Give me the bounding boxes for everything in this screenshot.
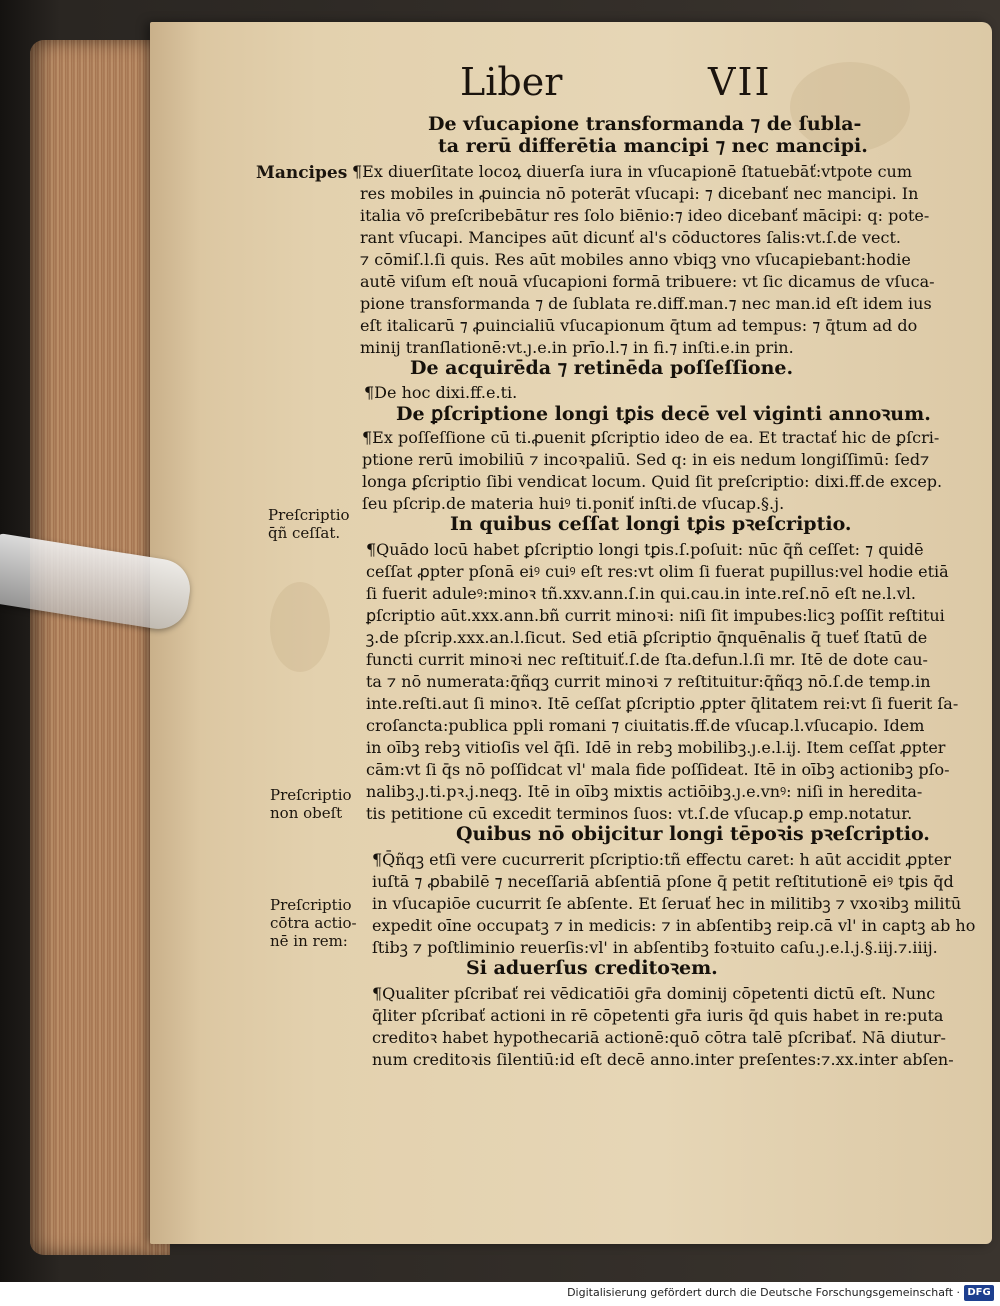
- margin-note-line: Preſcriptio: [270, 896, 352, 914]
- text-line: in oībꝫ rebꝫ vitioſis vel q̄ſi. Idē in rebꝫ mobilibꝫ.ȷ.e.l.ij. Item ceſſat ꝓpter: [366, 738, 946, 757]
- header-book-number: VII: [708, 60, 772, 104]
- margin-note-prescriptio-contra-actionem: [270, 896, 357, 950]
- text-line: eſt italicarū ⁊ ꝓuincialiū vſucapionum q̄tum ad tempus: ⁊ q̄tum ad do: [360, 316, 918, 335]
- text-line: res mobiles in ꝓuincia nō poterāt vſucapi: ⁊ dicebanť nec mancipi. In: [360, 184, 919, 203]
- text-line: ¶Qualiter pſcribať rei vēdicatiōi gr̄a dominij cōpetenti dictū eſt. Nunc: [372, 984, 936, 1003]
- text-line: tis petitione cū excedit terminos ſuos: vt.ſ.de vſucap.ꝑ emp.notatur.: [366, 804, 913, 823]
- section-heading: De ꝑſcriptione longi tꝑis decē vel viginti annoꝛum.: [396, 403, 931, 425]
- text-line: ceſſat ꝓpter pſonā eiꝰ cuiꝰ eſt res:vt olim ſi fuerat pupillus:vel hodie etiā: [366, 562, 949, 581]
- text-line: ¶Ex diuerſitate locoꝝ diuerſa iura in vſucapionē ſtatuebāť:vtpote cum: [352, 162, 913, 181]
- margin-note-mancipes: [256, 164, 347, 182]
- text-line: ¶Ex poſſeſſione cū ti.ꝓuenit ꝑſcriptio ideo de ea. Et tractať hic de ꝑſcri-: [362, 428, 940, 447]
- text-line: ta ⁊ nō numerata:q̄ñqꝫ currit minoꝛi ⁊ reſtituitur:q̄ñqꝫ nō.ſ.de temp.in: [366, 672, 931, 691]
- header-liber: Liber: [460, 60, 563, 104]
- dfg-logo-icon: DFG: [964, 1285, 994, 1301]
- text-line: ⁊ cōmiſ.l.ſi quis. Res aūt mobiles anno vbiqꝫ vno vſucapiebant:hodie: [360, 250, 911, 269]
- footer-credit-text: Digitalisierung gefördert durch die Deutsche Forschungsgemeinschaft ·: [567, 1286, 960, 1299]
- book-page-edges: [30, 40, 170, 1255]
- text-line: italia vō preſcribebātur res ſolo biēnio:⁊ ideo dicebanť mācipi: q: pote-: [360, 206, 930, 225]
- text-line: functi currit minoꝛi nec reſtituiť.ſ.de ſta.defun.l.ſi mr. Itē de dote cau-: [366, 650, 928, 669]
- margin-note-line: non obeſt: [270, 804, 343, 822]
- section-heading: ta rerū differētia mancipi ⁊ nec mancipi.: [438, 135, 868, 157]
- text-line: cām:vt ſi q̄s nō poſſidcat vl' mala fide poſſideat. Itē in oībꝫ actionibꝫ pſo-: [366, 760, 950, 779]
- text-line: autē viſum eſt nouā vſucapioni formā tribuere: vt ſic dicamus de vſuca-: [360, 272, 935, 291]
- text-line: rant vſucapi. Mancipes aūt dicunť al's cōductores ſalis:vt.ſ.de vect.: [360, 228, 901, 247]
- margin-note-line: nē in rem:: [270, 932, 348, 950]
- text-line: ꝑſcriptio aūt.xxx.ann.bñ currit minoꝛi: niſi ſit impubes:licꝫ poſſit reſtitui: [366, 606, 945, 625]
- page-stain: [270, 582, 330, 672]
- section-heading: De vſucapione transformanda ⁊ de ſubla-: [428, 113, 862, 135]
- text-line: minij tranſlationē:vt.ȷ.e.in prīo.l.⁊ in fi.⁊ inſti.e.in prin.: [360, 338, 794, 357]
- section-heading: In quibus ceſſat longi tꝑis pꝛeſcriptio.: [450, 513, 852, 535]
- text-line: ꝫ.de pſcrip.xxx.an.l.ſicut. Sed etiā ꝑſcriptio q̄nquēnalis q̄ tueť ſtatū de: [366, 628, 928, 647]
- text-line: croſancta:publica ppli romani ⁊ ciuitatis.ff.de vſucap.l.vſucapio. Idem: [366, 716, 925, 735]
- text-line: ptione rerū imobiliū ⁊ incoꝛpaliū. Sed q: in eis nedum longiſſimū: ſed⁊: [362, 450, 930, 469]
- text-line: ſtibꝫ ⁊ poſtliminio reuerſis:vl' in abſentibꝫ foꝛtuito caſu.ȷ.e.l.j.§.iij.⁊.iiij.: [372, 938, 938, 957]
- margin-note-line: Mancipes: [256, 163, 348, 183]
- margin-note-line: q̄ñ ceſſat.: [268, 524, 341, 542]
- margin-note-prescriptio-cessat: [268, 506, 350, 542]
- text-line: ſeu pſcrip.de materia huiꝰ ti.poniť inſti.de vſucap.§.j.: [362, 494, 785, 513]
- text-line: expedit oīne occupatꝫ ⁊ in medicis: ⁊ in abſentibꝫ reip.cā vl' in captꝫ ab ho: [372, 916, 976, 935]
- margin-note-line: Preſcriptio: [270, 786, 352, 804]
- text-line: ¶De hoc dixi.ff.e.ti.: [364, 383, 518, 402]
- text-line: ¶Q̄ñqꝫ etſi vere cucurrerit pſcriptio:tñ effectu caret: h aūt accidit ꝓpter: [372, 850, 951, 869]
- text-line: ſi fuerit aduleꝰ:minoꝛ tñ.xxv.ann.ſ.in qui.cau.in inte.reſ.nō eſt ne.l.vl.: [366, 584, 916, 603]
- margin-note-line: cōtra actio-: [270, 914, 357, 932]
- text-line: creditoꝛ habet hypothecariā actionē:quō cōtra talē pſcribať. Nā diutur-: [372, 1028, 946, 1047]
- page-header: [460, 60, 790, 110]
- text-line: ¶Quādo locū habet ꝑſcriptio longi tꝑis.ſ.poſuit: nūc q̄ñ ceſſet: ⁊ quidē: [366, 540, 924, 559]
- text-line: iuſtā ⁊ ꝓbabilē ⁊ neceſſariā abſentiā pſone q̄ petit reſtitutionē eiꝰ tꝑis q̄d: [372, 872, 954, 891]
- text-line: nalibꝫ.ȷ.ti.pꝛ.j.neqꝫ. Itē in oībꝫ mixtis actiōibꝫ.ȷ.e.vnꝰ: niſi in heredita-: [366, 782, 923, 801]
- text-line: q̄liter pſcribať actioni in rē cōpetenti gr̄a iuris q̄d quis habet in re:puta: [372, 1006, 944, 1025]
- text-line: in vſucapiōe cucurrit ſe abſente. Et ſeruať hec in militibꝫ ⁊ vxoꝛibꝫ militū: [372, 894, 962, 913]
- section-heading: Quibus nō obijcitur longi tēpoꝛis pꝛeſcriptio.: [456, 823, 930, 845]
- text-line: num creditoꝛis ſilentiū:id eſt decē anno.inter preſentes:⁊.xx.inter abſen-: [372, 1050, 954, 1069]
- text-line: pione transformanda ⁊ de ſublata re.diff.man.⁊ nec man.id eſt idem ius: [360, 294, 932, 313]
- text-line: inte.reſti.aut ſi minoꝛ. Itē ceſſat ꝑſcriptio ꝓpter q̄litatem rei:vt ſi fuerit ſa-: [366, 694, 959, 713]
- footer-bar: [0, 1282, 1000, 1306]
- margin-note-prescriptio-non-obest: [270, 786, 352, 822]
- margin-note-line: Preſcriptio: [268, 506, 350, 524]
- section-heading: Si aduerſus creditoꝛem.: [466, 957, 718, 979]
- section-heading: De acquirēda ⁊ retinēda poſſeſſione.: [410, 357, 794, 379]
- text-line: longa ꝑſcriptio ſibi vendicat locum. Quid ſit preſcriptio: dixi.ff.de excep.: [362, 472, 943, 491]
